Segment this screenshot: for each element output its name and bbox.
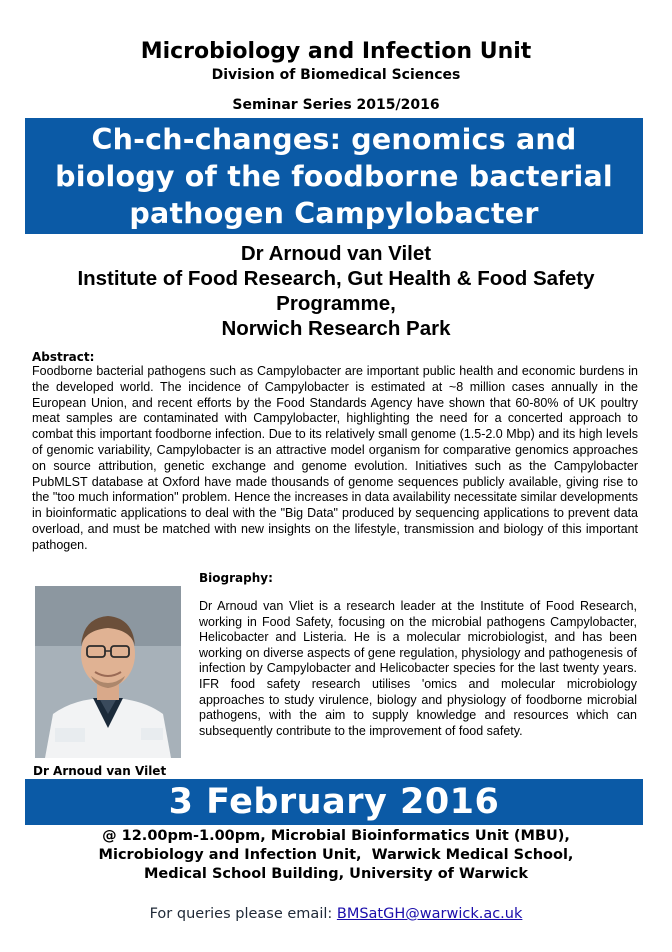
date-banner [25,779,643,825]
unit-title: Microbiology and Infection Unit [140,39,532,64]
venue-block [0,827,672,884]
title-banner [25,118,643,234]
speaker-affiliation-line2: Programme, [276,292,396,315]
biography-text: Dr Arnoud van Vliet is a research leader at the Institute of Food Research, working in Food Safety, focusing on the microbial pathogens Campylobacter, Helicobacter and Listeria. He is a molecular microbiologist, and has been working on diverse aspects of gene regulation, physiology and pathogenesis of infection by Campylobacter and Helicobacter species for the last twenty years. IFR food safety research utilises 'omics and molecular microbiology approaches to study virulence, biology and physiology of foodborne microbial pathogens, with the aim to supply knowledge and resources which can subsequently contribute to the improvement of food safety. [199,599,637,738]
abstract-text: Foodborne bacterial pathogens such as Campylobacter are important public health and economic burdens in the developed world. The incidence of Campylobacter is estimated at ~8 million cases annually in the European Union, and recent efforts by the Food Standards Agency have shown that 60-80% of UK poultry meat samples are contaminated with Campylobacter, highlighting the need for a concerted approach to combat this important foodborne infection. Due to its relatively small genome (1.5-2.0 Mbp) and its high levels of genomic variability, Campylobacter is an attractive model organism for comparative genomics approaches on source attribution, genetic exchange and genome evolution. Initiatives such as the Campylobacter PubMLST database at Oxford have made thousands of genome sequences publicly available, giving rise to the "too much information" problem. Hence the increases in data availability necessitate similar developments in bioinformatic applications to deal with the "Big Data" produced by sequencing applications to prevent data overload, and must be matched with new insights on the lifestyle, transmission and biology of this important pathogen. [32,364,638,552]
speaker-affiliation-line3: Norwich Research Park [221,317,451,340]
contact-prefix: For queries please email: [149,906,337,922]
abstract-label: Abstract: [32,350,95,364]
speaker-affiliation-line1: Institute of Food Research, Gut Health & Food Safety [77,267,595,290]
contact-line [0,905,672,923]
speaker-name: Dr Arnoud van Vilet [240,242,432,265]
biography-label: Biography: [199,571,273,585]
venue-line3: Medical School Building, University of Warwick [143,866,529,882]
seminar-series: Seminar Series 2015/2016 [232,97,440,113]
division-subtitle: Division of Biomedical Sciences [211,67,461,83]
venue-line1: @ 12.00pm-1.00pm, Microbial Bioinformatics Unit (MBU), [102,828,570,844]
email-link[interactable]: BMSatGH@warwick.ac.uk [336,906,523,922]
talk-title: Ch-ch-changes: genomics and biology of the foodborne bacterial pathogen Campylobacter [55,122,613,230]
speaker-photo [35,586,181,758]
event-date: 3 February 2016 [168,782,500,822]
venue-line2: Microbiology and Infection Unit, Warwick Medical School, [98,847,574,863]
photo-caption: Dr Arnoud van Vilet [33,764,167,778]
speaker-block [0,241,672,341]
